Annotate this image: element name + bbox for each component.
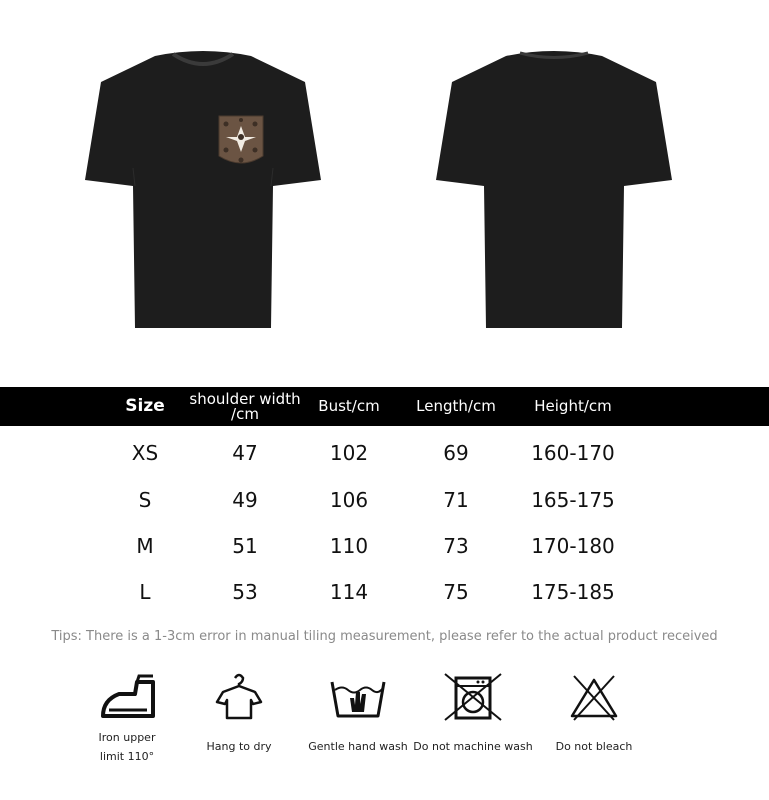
care-label-hang: Hang to dry (206, 740, 272, 753)
cell-size: M (136, 534, 154, 558)
cell-length: 71 (443, 488, 469, 512)
care-item-hang (179, 672, 299, 756)
header-height: Height/cm (534, 397, 612, 415)
cell-size: L (139, 580, 151, 604)
cell-height: 175-185 (531, 580, 615, 604)
cell-height: 165-175 (531, 488, 615, 512)
hand-wash-icon (328, 672, 388, 722)
cell-bust: 110 (329, 534, 369, 558)
cell-size: XS (131, 441, 159, 465)
cell-length: 75 (443, 580, 469, 604)
product-images (0, 0, 769, 380)
care-label-iron-line1: Iron upper (98, 731, 156, 744)
measurement-tips: Tips: There is a 1-3cm error in manual tiling measurement, please refer to the actual product received (51, 629, 718, 644)
cell-shoulder: 49 (232, 488, 258, 512)
header-length: Length/cm (416, 397, 496, 415)
size-table-header (0, 387, 769, 426)
no-bleach-icon (564, 672, 624, 722)
header-bust: Bust/cm (318, 397, 380, 415)
care-item-hand-wash (298, 672, 418, 756)
hanger-icon (209, 672, 269, 722)
cell-bust: 114 (329, 580, 369, 604)
cell-shoulder: 47 (232, 441, 258, 465)
iron-icon (97, 672, 157, 722)
header-shoulder-width: shoulder width /cm (189, 389, 301, 423)
care-label-no-machine-wash: Do not machine wash (413, 740, 533, 753)
table-row (0, 531, 769, 561)
cell-height: 160-170 (531, 441, 615, 465)
cell-bust: 102 (329, 441, 369, 465)
cell-size: S (138, 488, 152, 512)
care-item-iron (67, 672, 187, 766)
care-label-iron-line2: limit 110° (99, 750, 155, 763)
care-item-no-machine-wash (413, 672, 533, 756)
cell-bust: 106 (329, 488, 369, 512)
cell-shoulder: 53 (232, 580, 258, 604)
header-size: Size (125, 396, 165, 416)
table-row (0, 577, 769, 607)
pocket-logo (219, 116, 263, 163)
no-machine-wash-icon (443, 672, 503, 722)
cell-height: 170-180 (531, 534, 615, 558)
care-label-hand-wash: Gentle hand wash (308, 740, 408, 753)
care-item-no-bleach (534, 672, 654, 756)
tshirt-front-image (83, 48, 323, 333)
cell-shoulder: 51 (232, 534, 258, 558)
cell-length: 73 (443, 534, 469, 558)
table-row (0, 438, 769, 468)
cell-length: 69 (443, 441, 469, 465)
table-row (0, 485, 769, 515)
tshirt-back-image (434, 48, 674, 333)
care-label-no-bleach: Do not bleach (555, 740, 633, 753)
